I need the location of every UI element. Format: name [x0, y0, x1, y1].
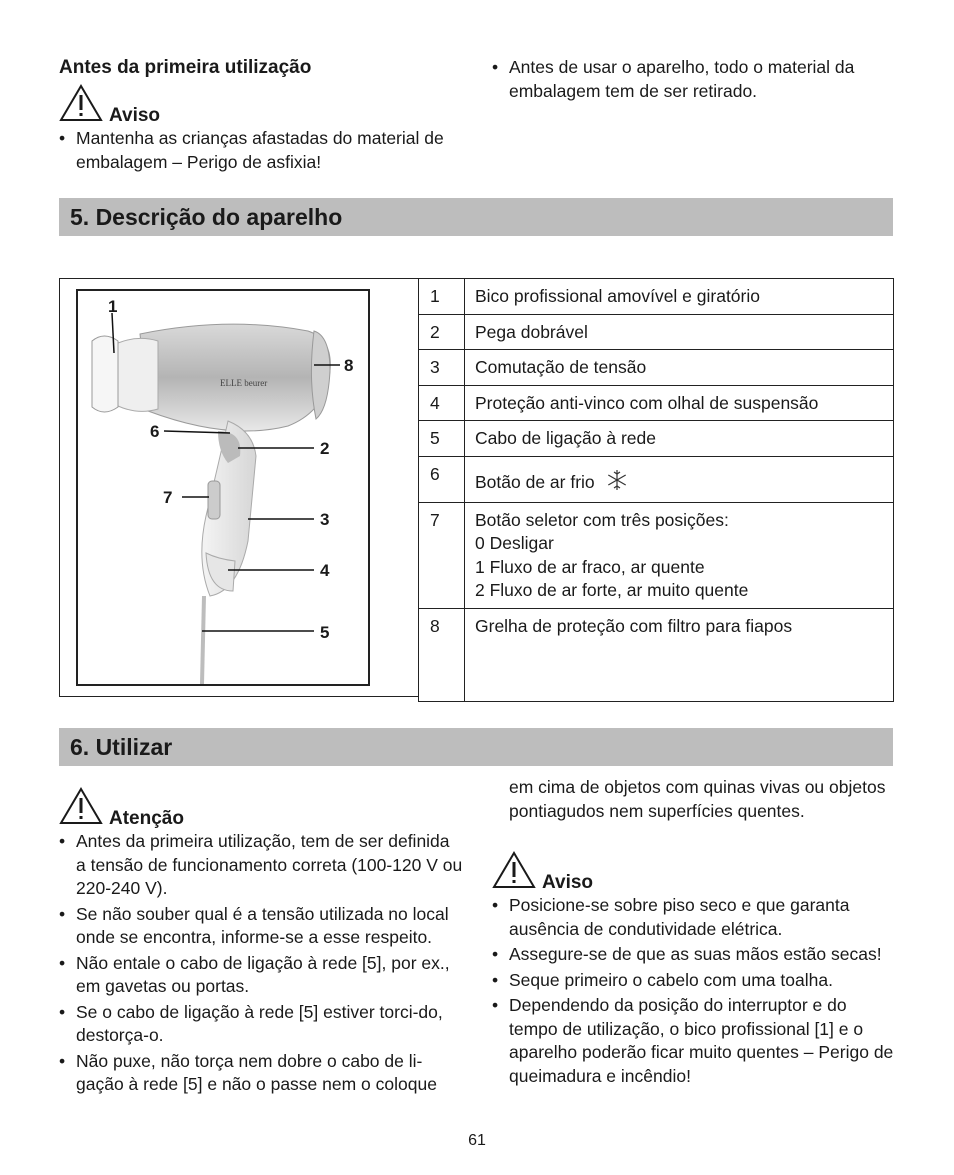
row-text: Botão seletor com três posições: [475, 509, 729, 530]
list-item: • Posicione-se sobre piso seco e que garanta ausência de condutividade elétrica. [492, 894, 897, 941]
row-number: 3 [419, 350, 465, 386]
table-row [419, 315, 894, 350]
warning-triangle-icon [59, 84, 103, 128]
row-text: Pega dobrável [465, 315, 894, 350]
warning-triangle-icon [492, 851, 536, 895]
warning-label: Aviso [109, 105, 161, 126]
row-number: 8 [419, 608, 465, 701]
row-text: Proteção anti-vinco com olhal de suspensão [465, 386, 894, 421]
warning-header [59, 84, 160, 128]
brand-logo: ELLE beurer [220, 378, 268, 388]
first-use-right-list [492, 56, 892, 105]
warning-label: Aviso [542, 872, 594, 893]
list-item: • Seque primeiro o cabelo com uma toalha. [492, 969, 897, 993]
row-subline: 0 Desligar [475, 533, 554, 553]
parts-table [418, 278, 894, 702]
first-use-warning-list [59, 127, 449, 176]
table-row [419, 350, 894, 386]
row-number: 7 [419, 502, 465, 608]
attention-list [59, 830, 464, 1099]
table-row [419, 502, 894, 608]
list-item: • Antes de usar o aparelho, todo o material da embalagem tem de ser retirado. [492, 56, 892, 103]
list-item: • Assegure-se de que as suas mãos estão secas! [492, 943, 897, 967]
callout-3: 3 [320, 510, 330, 529]
section-title-6: 6. Utilizar [59, 728, 893, 766]
row-number: 5 [419, 421, 465, 457]
row-number: 1 [419, 279, 465, 315]
callout-2: 2 [320, 439, 330, 458]
table-row [419, 279, 894, 315]
row-subline: 2 Fluxo de ar forte, ar muito quente [475, 580, 749, 600]
warning-triangle-icon [59, 787, 103, 831]
attention-label: Atenção [109, 808, 184, 829]
warning-header-2 [492, 851, 593, 895]
row-text: Cabo de ligação à rede [465, 421, 894, 457]
callout-1: 1 [108, 297, 118, 316]
row-number: 2 [419, 315, 465, 350]
callout-7: 7 [163, 488, 173, 507]
list-item: • Se o cabo de ligação à rede [5] estiver torci-do, destorça-o. [59, 1001, 464, 1048]
callout-5: 5 [320, 623, 330, 642]
list-item: • Mantenha as crianças afastadas do material de embalagem – Perigo de asfixia! [59, 127, 449, 174]
section-title-5: 5. Descrição do aparelho [59, 198, 893, 236]
row-subline: 1 Fluxo de ar fraco, ar quente [475, 556, 705, 577]
heading-first-use: Antes da primeira utilização [59, 57, 312, 78]
callout-4: 4 [320, 561, 330, 580]
page-number: 61 [468, 1132, 486, 1149]
table-row [419, 386, 894, 421]
list-item: • Não puxe, não torça nem dobre o cabo de li-gação à rede [5] e não o passe nem o coloque [59, 1050, 464, 1097]
callout-6: 6 [150, 422, 160, 441]
list-item: • Dependendo da posição do interruptor e do tempo de utilização, o bico profissional [1] e o aparelho poderão ficar muito quentes – Perigo de queimadura e incêndio! [492, 994, 897, 1088]
warning-list [492, 894, 897, 1090]
continuation-text: em cima de objetos com quinas vivas ou objetos pontiagudos nem superfícies quentes. [509, 777, 886, 821]
list-item: • Não entale o cabo de ligação à rede [5], por ex., em gavetas ou portas. [59, 952, 464, 999]
attention-header [59, 787, 184, 831]
row-number: 4 [419, 386, 465, 421]
row-text: Bico profissional amovível e giratório [465, 279, 894, 315]
callout-8: 8 [344, 356, 354, 375]
row-text: Botão de ar frio [475, 472, 595, 492]
row-number: 6 [419, 457, 465, 503]
row-text: Grelha de proteção com filtro para fiapos [465, 608, 894, 701]
snowflake-icon [606, 469, 628, 498]
table-row [419, 457, 894, 503]
list-item: • Antes da primeira utilização, tem de ser definida a tensão de funcionamento correta (100-120 V ou 220-240 V). [59, 830, 464, 901]
row-text: Comutação de tensão [465, 350, 894, 386]
table-row [419, 421, 894, 457]
list-item: • Se não souber qual é a tensão utilizada no local onde se encontra, informe-se a esse respeito. [59, 903, 464, 950]
table-row [419, 608, 894, 701]
